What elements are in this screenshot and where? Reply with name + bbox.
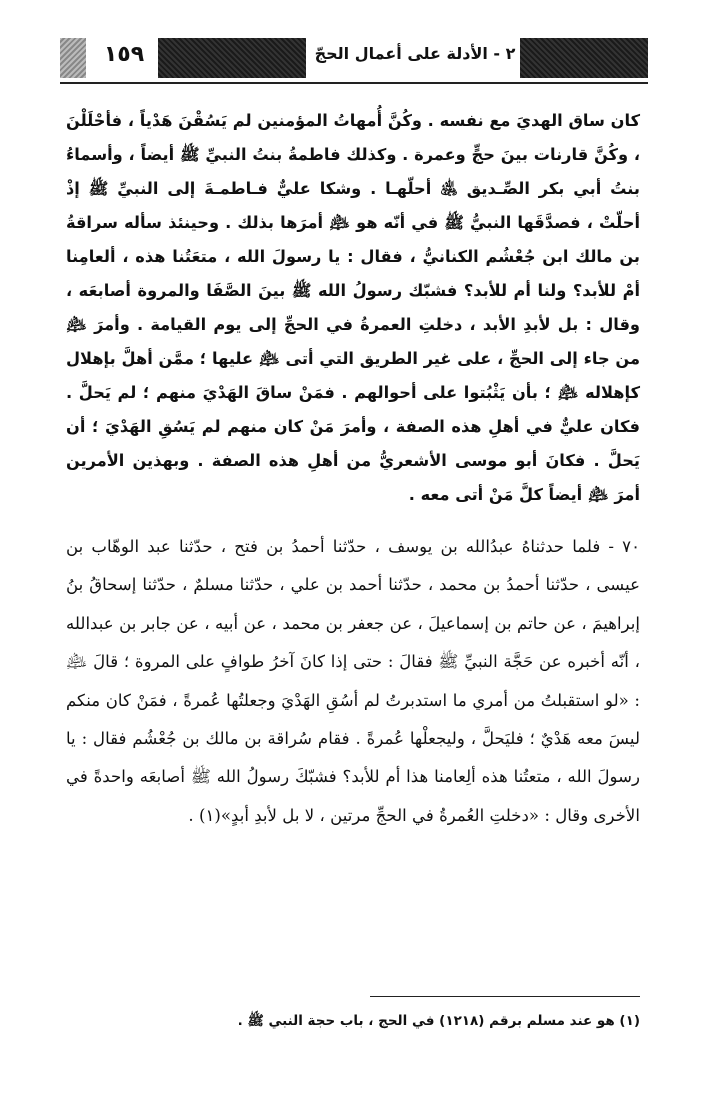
paragraph-hadith-70: ٧٠ - فلما حدثناهُ عبدُالله بن يوسف ، حدّثنا أحمدُ بن فتح ، حدّثنا عبد الوهّاب بن عيسى ، حدّثنا أحمدُ بن محمد ، حدّثنا أحمد بن علي ، حدّثنا مسلمٌ ، حدّثنا إسحاقُ بنُ إبراهيمَ ، عن حاتم بن إسماعيلَ ، عن جعفر بن محمد ، عن أبيه ، عن جابر بن عبدالله ، أنّه أخبره عن حَجَّة النبيِّ ﷺ فقالَ : حتى إذا كانَ آخرُ طوافٍ على المروة ؛ قالَ ﵇ : «لو استقبلتُ من أمري ما استدبرتُ لم أسُقِ الهَدْيَ وجعلتُها عُمرةً ، فمَنْ كان منكم ليسَ معه هَدْيٌ ؛ فليَحلَّ ، وليجعلْها عُمرةً . فقام سُراقة بن مالك بن جُعْشُم فقال : يا رسولَ الله ، متعتُنا هذه ألِعامنا هذا أم للأبد؟ فشبّكَ رسولُ الله ﷺ أصابعَه واحدةً في الأخرى وقال : «دخلتِ العُمرةُ في الحجِّ مرتين ، لا بل لأبدِ أبدٍ»(١) .: [66, 537, 640, 825]
footnote-rule: [370, 996, 640, 997]
header-rule: [60, 82, 648, 84]
page-body: [66, 104, 640, 835]
running-title: ٢ - الأدلة على أعمال الحجّ: [314, 44, 516, 63]
header-ornament-right: [520, 38, 648, 78]
page-header: [60, 38, 648, 88]
paragraph-main: كان ساق الهديَ مع نفسه . وكُنَّ أُمهاتُ المؤمنين لم يَسُقْنَ هَدْياً ، فأحْلَلْنَ ، وكُنَّ قارنات بينَ حجٍّ وعمرة . وكذلك فاطمةُ بنتُ النبيِّ ﷺ أيضاً ، وأسماءُ بنتُ أبي بكر الصِّـديق ﵁ أحلّهـا . وشكا عليٌّ فـاطمـةَ إلى النبيِّ ﷺ إذْ أحلّتْ ، فصدَّقَها النبيُّ ﷺ في أنّه هو ﵇ أمرَها بذلك . وحينئذ سأله سراقةُ بن مالك ابن جُعْشُم الكنانيُّ ، فقال : يا رسولَ الله ، متعَتُنا هذه ، ألعامِنا أمْ للأبد؟ ولنا أم للأبد؟ فشبّك رسولُ الله ﷺ بينَ الصَّفَا والمروة أصابعَه ، وقال : بل لأبدِ الأبد ، دخلتِ العمرةُ في الحجِّ إلى يوم القيامة . وأمرَ ﵇ من جاء إلى الحجِّ ، على غير الطريق التي أتى ﵇ عليها ؛ ممَّن أهلَّ بإهلال كإهلاله ﵇ ؛ بأن يَثْبُتوا على أحوالهم . فمَنْ ساقَ الهَدْيَ منهم ؛ لم يَحلَّ . فكان عليٌّ في أهلِ هذه الصفة ، وأمرَ مَنْ كان منهم لم يَسُقِ الهَدْيَ ؛ أن يَحلَّ . فكانَ أبو موسى الأشعريُّ من أهلِ هذه الصفة . وبهذين الأمرين أمرَ ﵇ أيضاً كلَّ مَنْ أتى معه .: [66, 111, 640, 504]
header-ornament-middle: [158, 38, 306, 78]
header-ornament-left: [60, 38, 86, 78]
footnote: (١) هو عند مسلم برقم (١٢١٨) في الحج ، باب حجة النبي ﷺ .: [237, 1013, 640, 1029]
page-number: ١٥٩: [103, 42, 145, 67]
